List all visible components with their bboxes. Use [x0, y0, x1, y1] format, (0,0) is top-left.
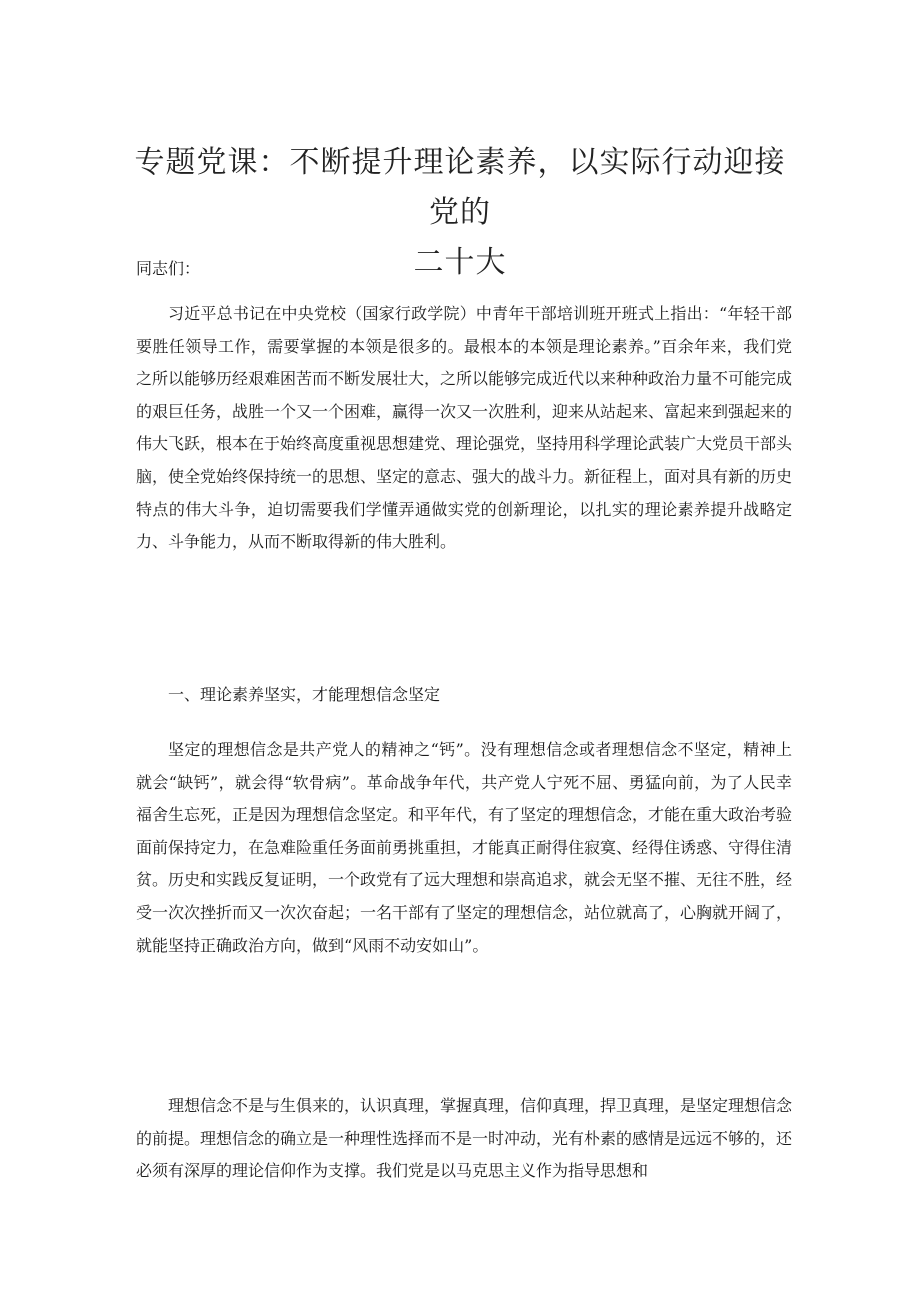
paragraph-ideals: 坚定的理想信念是共产党人的精神之“钙”。没有理想信念或者理想信念不坚定，精神上就会“缺钙”，就会得“软骨病”。革命战争年代，共产党人宁死不屈、勇猛向前，为了人民幸福舍生忘死，正是因为理想信念坚定。和平年代，有了坚定的理想信念，才能在重大政治考验面前保持定力，在急难险重任务面前勇挑重担，才能真正耐得住寂寞、经得住诱惑、守得住清贫。历史和实践反复证明，一个政党有了远大理想和崇高追求，就会无坚不摧、无往不胜，经受一次次挫折而又一次次奋起；一名干部有了坚定的理想信念，站位就高了，心胸就开阔了，就能坚持正确政治方向，做到“风雨不动安如山”。 [136, 740, 793, 955]
paragraph-truth: 理想信念不是与生俱来的，认识真理，掌握真理，信仰真理，捍卫真理，是坚定理想信念的前提。理想信念的确立是一种理性选择而不是一时冲动，光有朴素的感情是远远不够的，还必须有深厚的理论信仰作为支撑。我们党是以马克思主义作为指导思想和 [136, 1096, 793, 1181]
section-heading-1: 一、理论素养坚实，才能理想信念坚定 [168, 685, 441, 704]
document-title [120, 138, 800, 288]
greeting: 同志们： [136, 259, 201, 278]
title-line-2: 二十大 [413, 245, 507, 280]
title-line-1: 专题党课：不断提升理论素养，以实际行动迎接党的 [134, 145, 786, 230]
paragraph-intro: 习近平总书记在中央党校（国家行政学院）中青年干部培训班开班式上指出：“年轻干部要胜任领导工作，需要掌握的本领是很多的。最根本的本领是理论素养。”百余年来，我们党之所以能够历经艰难困苦而不断发展壮大，之所以能够完成近代以来种种政治力量不可能完成的艰巨任务，战胜一个又一个困难，赢得一次又一次胜利，迎来从站起来、富起来到强起来的伟大飞跃，根本在于始终高度重视思想建党、理论强党，坚持用科学理论武装广大党员干部头脑，使全党始终保持统一的思想、坚定的意志、强大的战斗力。新征程上，面对具有新的历史特点的伟大斗争，迫切需要我们学懂弄通做实党的创新理论，以扎实的理论素养提升战略定力、斗争能力，从而不断取得新的伟大胜利。 [136, 304, 793, 552]
